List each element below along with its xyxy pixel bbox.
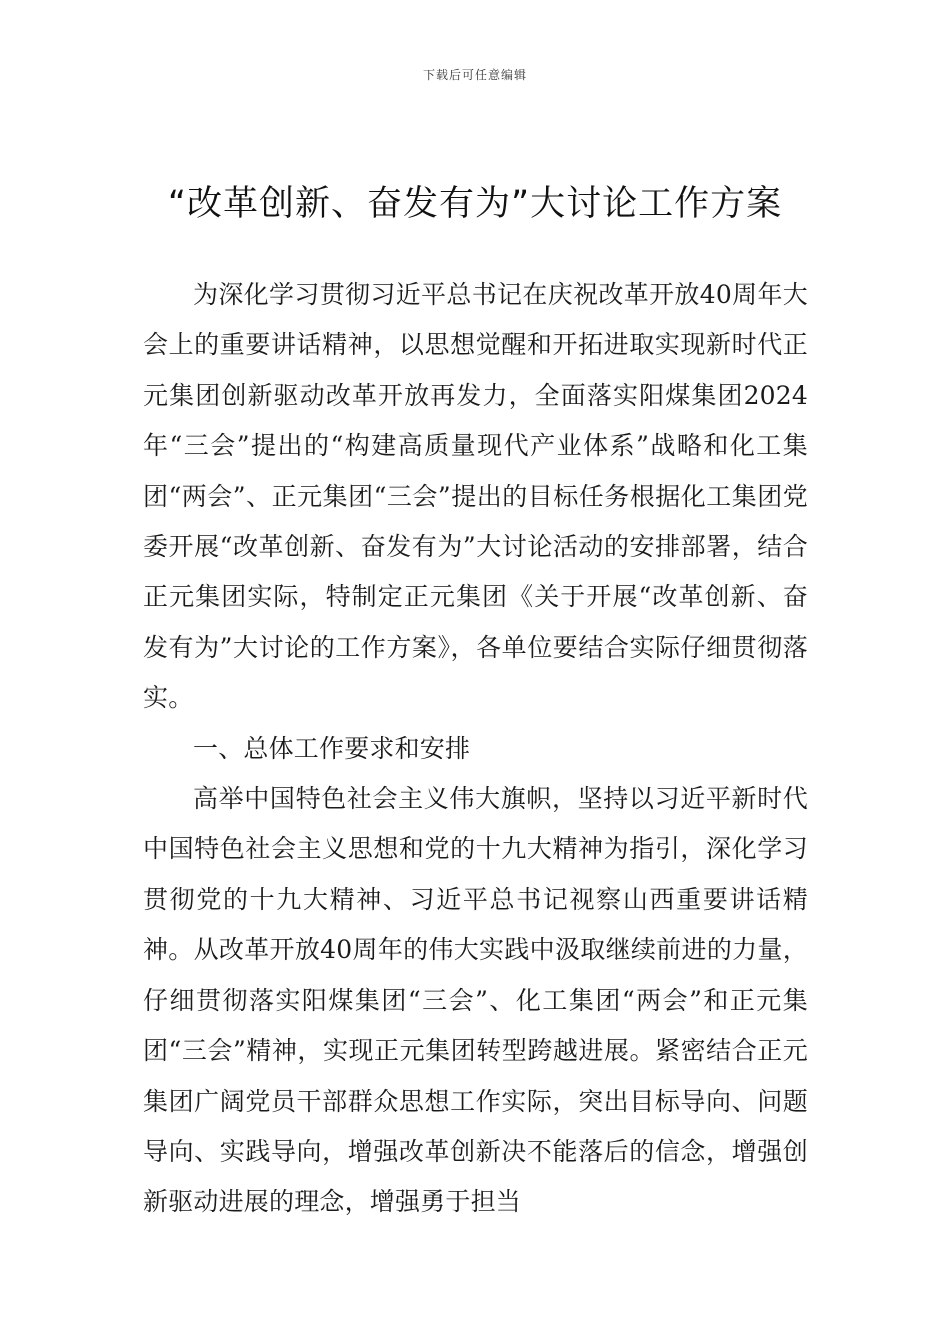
intro-paragraph: 为深化学习贯彻习近平总书记在庆祝改革开放40周年大会上的重要讲话精神，以思想觉醒和开拓进取实现新时代正元集团创新驱动改革开放再发力，全面落实阳煤集团2024年“三会”提出的“构建高质量现代产业体系”战略和化工集团“两会”、正元集团“三会”提出的目标任务根据化工集团党委开展“改革创新、奋发有为”大讨论活动的安排部署，结合正元集团实际，特制定正元集团《关于开展“改革创新、奋发有为”大讨论的工作方案》，各单位要结合实际仔细贯彻落实。 xyxy=(143,280,808,713)
section-paragraph: 高举中国特色社会主义伟大旗帜，坚持以习近平新时代中国特色社会主义思想和党的十九大精神为指引，深化学习贯彻党的十九大精神、习近平总书记视察山西重要讲话精神。从改革开放40周年的伟大实践中汲取继续前进的力量，仔细贯彻落实阳煤集团“三会”、化工集团“两会”和正元集团“三会”精神，实现正元集团转型跨越进展。紧密结合正元集团广阔党员干部群众思想工作实际，突出目标导向、问题导向、实践导向，增强改革创新决不能落后的信念，增强创新驱动进展的理念，增强勇于担当 xyxy=(143,784,808,1217)
document-body xyxy=(143,270,808,1228)
section-heading: 一、总体工作要求和安排 xyxy=(193,733,471,763)
document-title: “改革创新、奋发有为”大讨论工作方案 xyxy=(167,184,783,224)
header-note: 下载后可任意编辑 xyxy=(422,68,527,82)
